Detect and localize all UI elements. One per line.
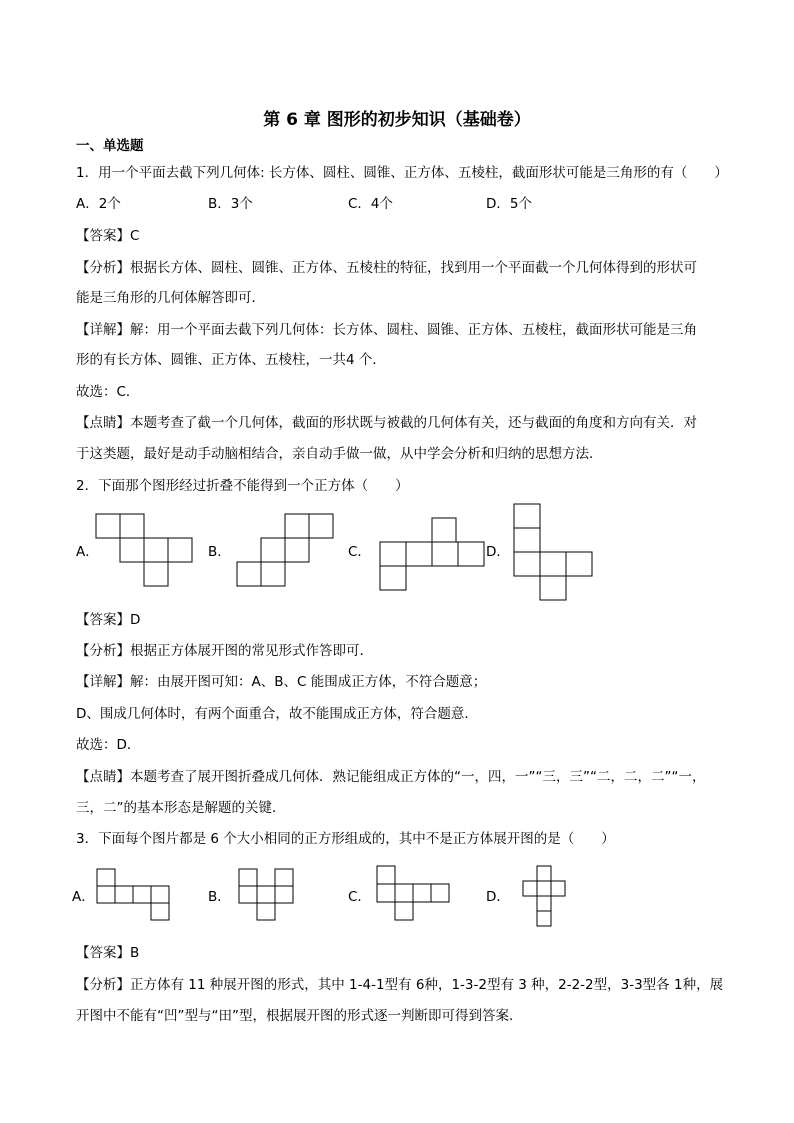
q2-comment-cont: 三，二”的基本形态是解题的关键．: [76, 800, 286, 816]
q3-option-a: A．: [72, 889, 95, 905]
q1-detail-cont: 形的有长方体、圆锥、正方体、五棱柱，一共4 个．: [76, 352, 386, 368]
detail-text: 解：由展开图可知：A、B、C 能围成正方体，不符合题意；: [130, 674, 487, 690]
q2-net-d: [514, 504, 594, 602]
q1-analysis-cont: 能是三角形的几何体解答即可．: [76, 290, 265, 306]
q1-stem: 1．用一个平面去截下列几何体: 长方体、圆柱、圆锥、正方体、五棱柱，截面形状可能是三角形的有（ ）: [76, 165, 728, 181]
answer-value: D: [130, 612, 141, 628]
section-heading: 一、单选题: [76, 138, 144, 154]
q3-option-d: D．: [486, 889, 510, 905]
detail-label: 【详解】: [76, 674, 130, 690]
q3-stem: 3．下面每个图片都是 6 个大小相同的正方形组成的，其中不是正方体展开图的是（ ）: [76, 831, 615, 847]
q3-net-c: [377, 866, 453, 922]
q3-answer: [76, 943, 726, 963]
q1-analysis: [76, 258, 726, 278]
q2-answer: [76, 610, 726, 630]
q2-detail-cont: D、围成几何体时，有两个面重合，故不能围成正方体，符合题意．: [76, 706, 478, 722]
q3-net-a: [97, 869, 171, 921]
q3-net-d: [519, 866, 577, 928]
comment-text: 本题考查了截一个几何体，截面的形状既与被截的几何体有关，还与截面的角度和方向有关．对: [130, 415, 697, 431]
analysis-text: 根据长方体、圆柱、圆锥、正方体、五棱柱的特征，找到用一个平面截一个几何体得到的形状可: [130, 260, 697, 276]
comment-text: 本题考查了展开图折叠成几何体．熟记能组成正方体的“一，四，一”“三，三”“二，二，二”“一，: [130, 769, 706, 785]
comment-label: 【点睛】: [76, 769, 130, 785]
detail-text: 解：用一个平面去截下列几何体：长方体、圆柱、圆锥、正方体、五棱柱，截面形状可能是三角: [130, 322, 697, 338]
answer-label: 【答案】: [76, 612, 130, 628]
q1-comment: [76, 413, 726, 433]
analysis-label: 【分析】: [76, 643, 130, 659]
q1-option-d: D．5个: [486, 196, 532, 212]
q3-analysis: [76, 975, 726, 995]
comment-label: 【点睛】: [76, 415, 130, 431]
q2-net-a: [96, 514, 196, 588]
q1-comment-cont: 于这类题，最好是动手动脑相结合，亲自动手做一做，从中学会分析和归纳的思想方法．: [76, 446, 603, 462]
q2-comment: [76, 767, 726, 787]
q2-option-c: C．: [348, 544, 371, 560]
q1-option-c: C．4个: [348, 196, 394, 212]
q3-net-b: [239, 869, 295, 921]
q2-stem: 2．下面那个图形经过折叠不能得到一个正方体（ ）: [76, 478, 409, 494]
answer-value: C: [130, 228, 140, 244]
q3-analysis-cont: 开图中不能有“凹”型与“田”型，根据展开图的形式逐一判断即可得到答案．: [76, 1008, 523, 1024]
q3-option-c: C．: [348, 889, 371, 905]
answer-label: 【答案】: [76, 945, 130, 961]
q1-option-b: B．3个: [208, 196, 253, 212]
q1-detail: [76, 320, 726, 340]
q2-analysis: [76, 641, 726, 661]
q1-option-a: A．2个: [76, 196, 121, 212]
page-title: 第 6 章 图形的初步知识（基础卷）: [263, 110, 531, 130]
analysis-text: 正方体有 11 种展开图的形式，其中 1-4-1型有 6种，1-3-2型有 3 种，2-2-2型，3-3型各 1种，展: [130, 977, 724, 993]
answer-label: 【答案】: [76, 228, 130, 244]
q2-net-c: [380, 518, 484, 592]
answer-value: B: [130, 945, 140, 961]
q3-option-b: B．: [208, 889, 231, 905]
q2-detail: [76, 672, 726, 692]
analysis-label: 【分析】: [76, 977, 130, 993]
q2-option-d: D．: [486, 544, 510, 560]
analysis-text: 根据正方体展开图的常见形式作答即可．: [130, 643, 373, 659]
q2-option-a: A．: [76, 544, 99, 560]
analysis-label: 【分析】: [76, 260, 130, 276]
q1-answer: [76, 226, 726, 246]
q2-net-b: [237, 514, 337, 588]
q2-option-b: B．: [208, 544, 231, 560]
q2-choice: 故选：D．: [76, 737, 141, 753]
q1-choice: 故选：C．: [76, 384, 140, 400]
detail-label: 【详解】: [76, 322, 130, 338]
